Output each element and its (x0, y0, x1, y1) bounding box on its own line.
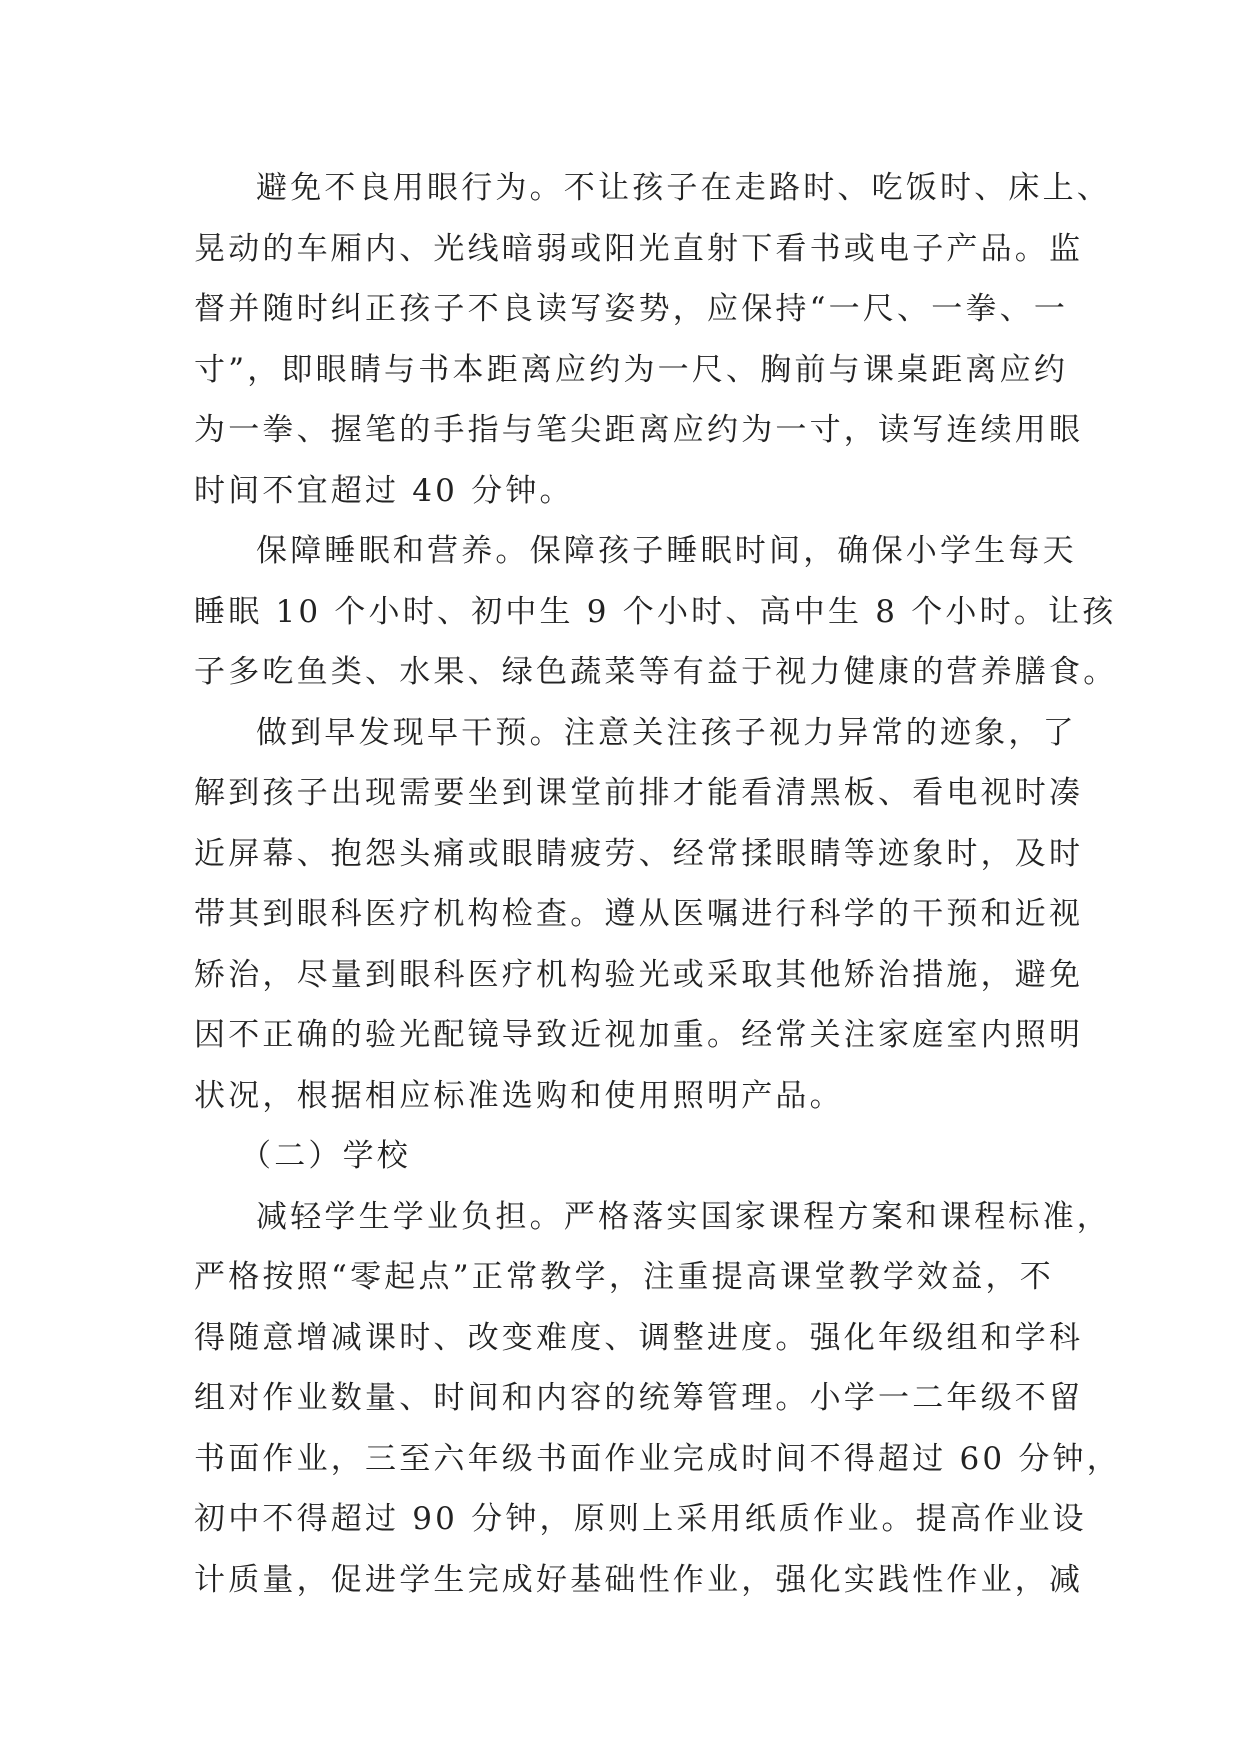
paragraph-line: 睡眠 10 个小时、初中生 9 个小时、高中生 8 个小时。让孩 (194, 593, 1117, 630)
paragraph-line: 时间不宜超过 40 分钟。 (194, 472, 574, 509)
paragraph-line: 寸”，即眼睛与书本距离应约为一尺、胸前与课桌距离应约 (194, 351, 1069, 388)
section-heading: （二）学校 (240, 1138, 411, 1174)
paragraph-line: 晃动的车厢内、光线暗弱或阳光直射下看书或电子产品。监 (194, 230, 1084, 267)
paragraph-line: 初中不得超过 90 分钟，原则上采用纸质作业。提高作业设 (194, 1501, 1087, 1537)
paragraph-line: 督并随时纠正孩子不良读写姿势，应保持“一尺、一拳、一 (194, 291, 1069, 327)
paragraph-line: 得随意增减课时、改变难度、调整进度。强化年级组和学科 (194, 1319, 1084, 1356)
paragraph-line: 为一拳、握笔的手指与笔尖距离应约为一寸，读写连续用眼 (194, 412, 1084, 448)
paragraph-line: 书面作业，三至六年级书面作业完成时间不得超过 60 分钟， (194, 1440, 1121, 1477)
paragraph-line: 矫治，尽量到眼科医疗机构验光或采取其他矫治措施，避免 (194, 956, 1084, 993)
paragraph-line: 近屏幕、抱怨头痛或眼睛疲劳、经常揉眼睛等迹象时，及时 (194, 835, 1084, 872)
paragraph-line: 解到孩子出现需要坐到课堂前排才能看清黑板、看电视时凑 (194, 775, 1084, 811)
paragraph-line: 状况，根据相应标准选购和使用照明产品。 (194, 1077, 844, 1114)
document-body (194, 158, 1121, 1610)
paragraph-line: 做到早发现早干预。注意关注孩子视力异常的迹象，了 (256, 714, 1077, 751)
paragraph-line: 保障睡眠和营养。保障孩子睡眠时间，确保小学生每天 (256, 533, 1077, 569)
paragraph-line: 带其到眼科医疗机构检查。遵从医嘱进行科学的干预和近视 (194, 896, 1084, 932)
paragraph-line: 子多吃鱼类、水果、绿色蔬菜等有益于视力健康的营养膳食。 (194, 654, 1118, 690)
paragraph-line: 避免不良用眼行为。不让孩子在走路时、吃饭时、床上、 (256, 170, 1111, 206)
paragraph-line: 组对作业数量、时间和内容的统筹管理。小学一二年级不留 (194, 1380, 1084, 1416)
paragraph-line: 减轻学生学业负担。严格落实国家课程方案和课程标准， (256, 1198, 1111, 1235)
paragraph-line: 因不正确的验光配镜导致近视加重。经常关注家庭室内照明 (194, 1017, 1084, 1053)
paragraph-line: 严格按照“零起点”正常教学，注重提高课堂教学效益，不 (194, 1259, 1054, 1295)
paragraph-line: 计质量，促进学生完成好基础性作业，强化实践性作业，减 (194, 1561, 1084, 1598)
